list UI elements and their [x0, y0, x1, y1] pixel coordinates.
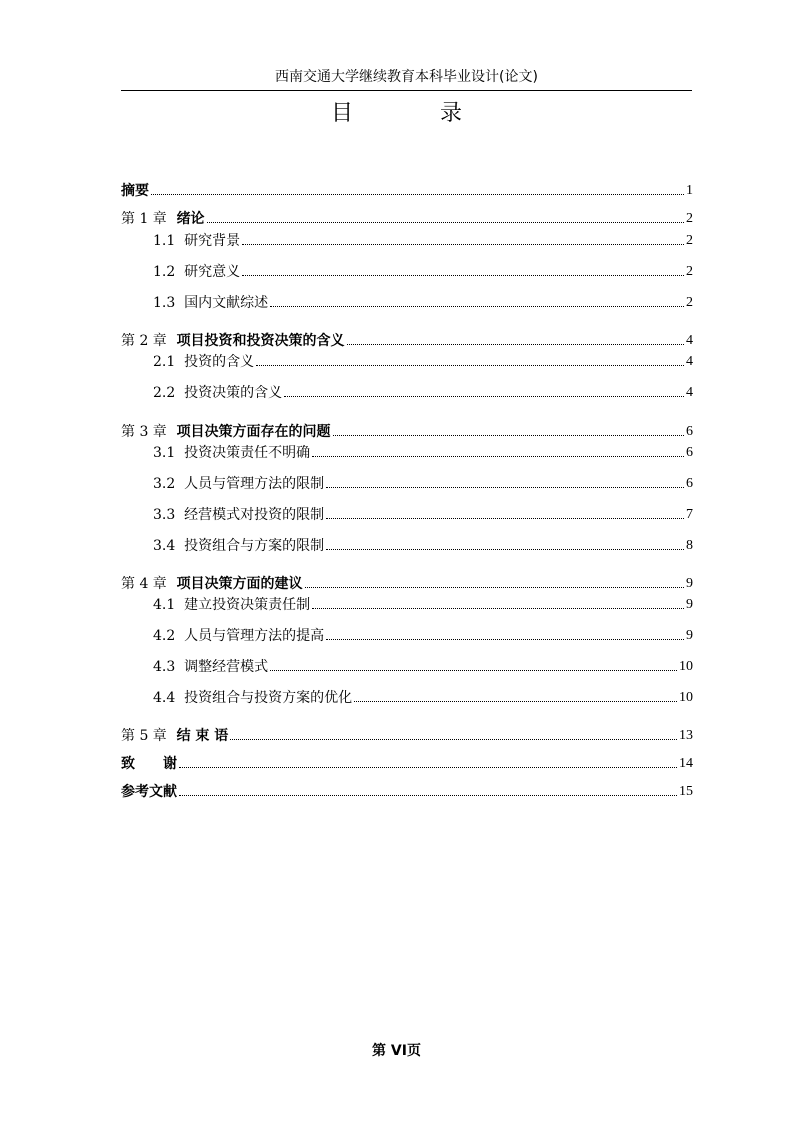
toc-entry-label: 研究意义: [184, 264, 241, 280]
toc-entry-chapter[interactable]: [121, 421, 693, 441]
toc-entry-title: [153, 475, 324, 493]
dot-leader: [242, 243, 684, 245]
toc-entry-label: 建立投资决策责任制: [184, 597, 311, 613]
toc-entry-page: 10: [679, 690, 693, 705]
toc-entry-label: 致 谢: [121, 756, 177, 772]
dot-leader: [312, 455, 684, 457]
toc-entry-title: [153, 689, 352, 707]
toc-entry-title: [121, 182, 149, 200]
toc-entry-section[interactable]: [153, 292, 693, 312]
toc-entry-title: [153, 232, 240, 250]
dot-leader: [270, 669, 677, 671]
toc-entry-number: 第 4 章: [121, 576, 167, 592]
toc-entry-page: 2: [686, 295, 693, 310]
toc-entry-chapter[interactable]: [121, 330, 693, 350]
toc-entry-page: 4: [686, 333, 693, 348]
toc-entry-number: 4.3: [153, 659, 176, 675]
toc-entry-label: 人员与管理方法的限制: [184, 476, 325, 492]
toc-entry-title: [153, 384, 282, 402]
toc-entry-label: 研究背景: [184, 233, 241, 249]
toc-entry-page: 6: [686, 424, 693, 439]
toc-entry-section[interactable]: [153, 594, 693, 614]
toc-entry-section[interactable]: [153, 473, 693, 493]
toc-entry-title: [153, 353, 254, 371]
page-title: 目 录: [331, 101, 502, 126]
toc-entry-number: 4.2: [153, 628, 176, 644]
toc-entry-page: 8: [686, 538, 693, 553]
dot-leader: [326, 548, 684, 550]
toc-entry-title: [121, 755, 177, 773]
toc-entry[interactable]: [121, 180, 693, 200]
dot-leader: [207, 221, 684, 223]
dot-leader: [179, 794, 677, 796]
toc-entry-label: 调整经营模式: [184, 659, 269, 675]
dot-leader: [326, 486, 684, 488]
toc-entry-title: [153, 537, 324, 555]
toc-entry-title: [121, 575, 303, 593]
dot-leader: [151, 193, 684, 195]
dot-leader: [354, 700, 677, 702]
toc-entry-section[interactable]: [153, 625, 693, 645]
toc-entry-label: 参考文献: [121, 784, 177, 800]
toc-entry-section[interactable]: [153, 442, 693, 462]
toc-entry-number: 第 2 章: [121, 333, 167, 349]
toc-entry-page: 10: [679, 659, 693, 674]
dot-leader: [230, 738, 677, 740]
toc-entry-title: [121, 423, 331, 441]
toc-entry-number: 3.1: [153, 445, 176, 461]
toc-entry-page: 7: [686, 507, 693, 522]
dot-leader: [312, 607, 684, 609]
dot-leader: [305, 586, 684, 588]
toc-entry-label: 经营模式对投资的限制: [184, 507, 325, 523]
toc-entry-number: 第 1 章: [121, 211, 167, 227]
toc-entry-label: 项目投资和投资决策的含义: [176, 333, 345, 349]
dot-leader: [284, 395, 684, 397]
toc-entry-label: 投资的含义: [184, 354, 255, 370]
running-header: 西南交通大学继续教育本科毕业设计(论文): [121, 66, 692, 91]
toc-entry-page: 15: [679, 784, 693, 799]
toc-entry-label: 摘要: [121, 183, 149, 199]
toc-entry-section[interactable]: [153, 230, 693, 250]
dot-leader: [326, 638, 684, 640]
toc-entry-number: 第 5 章: [121, 728, 167, 744]
dot-leader: [242, 274, 684, 276]
toc-entry-page: 4: [686, 354, 693, 369]
toc-entry-section[interactable]: [153, 261, 693, 281]
toc-entry-title: [121, 332, 345, 350]
toc-entry-number: 3.2: [153, 476, 176, 492]
toc-entry-number: 1.2: [153, 264, 176, 280]
toc-entry-title: [153, 263, 240, 281]
dot-leader: [270, 305, 684, 307]
toc-entry-number: 4.4: [153, 690, 176, 706]
toc-entry-section[interactable]: [153, 656, 693, 676]
toc-entry-label: 投资决策责任不明确: [184, 445, 311, 461]
toc-entry-page: 9: [686, 597, 693, 612]
dot-leader: [326, 517, 684, 519]
dot-leader: [347, 343, 684, 345]
toc-entry-number: 2.2: [153, 385, 176, 401]
dot-leader: [179, 766, 677, 768]
toc-entry-number: 1.1: [153, 233, 176, 249]
toc-entry-page: 2: [686, 264, 693, 279]
toc-entry-page: 4: [686, 385, 693, 400]
toc-entry-page: 6: [686, 476, 693, 491]
dot-leader: [333, 434, 684, 436]
toc-entry-chapter[interactable]: [121, 725, 693, 745]
toc-entry-label: 项目决策方面存在的问题: [176, 424, 331, 440]
toc-entry-title: [153, 506, 324, 524]
toc-entry-label: 结 束 语: [176, 728, 229, 744]
toc-entry-title: [153, 658, 268, 676]
toc-entry-label: 投资组合与投资方案的优化: [184, 690, 353, 706]
toc-entry-page: 1: [686, 183, 693, 198]
toc-entry-label: 人员与管理方法的提高: [184, 628, 325, 644]
toc-entry-title: [121, 727, 228, 745]
toc-entry-page: 9: [686, 576, 693, 591]
toc-entry-title: [153, 596, 310, 614]
toc-entry-section[interactable]: [153, 535, 693, 555]
toc-entry-label: 绪论: [176, 211, 205, 227]
toc-entry-label: 投资组合与方案的限制: [184, 538, 325, 554]
dot-leader: [256, 364, 684, 366]
toc-entry-number: 2.1: [153, 354, 176, 370]
toc-entry-section[interactable]: [153, 504, 693, 524]
toc-entry[interactable]: [121, 781, 693, 801]
toc-entry-title: [121, 210, 205, 228]
toc-entry-label: 投资决策的含义: [184, 385, 283, 401]
toc-entry-title: [121, 783, 177, 801]
toc-entry-number: 1.3: [153, 295, 176, 311]
toc-entry-page: 9: [686, 628, 693, 643]
toc-entry[interactable]: [121, 753, 693, 773]
toc-entry-number: 3.4: [153, 538, 176, 554]
toc-entry-page: 13: [679, 728, 693, 743]
page-number: 第 VI页: [372, 1043, 421, 1059]
toc-entry-number: 3.3: [153, 507, 176, 523]
toc-entry-page: 14: [679, 756, 693, 771]
toc-entry-section[interactable]: [153, 351, 693, 371]
toc-entry-page: 2: [686, 211, 693, 226]
toc-entry-number: 4.1: [153, 597, 176, 613]
toc-entry-page: 6: [686, 445, 693, 460]
toc-entry-section[interactable]: [153, 687, 693, 707]
toc-entry-chapter[interactable]: [121, 573, 693, 593]
toc-entry-number: 第 3 章: [121, 424, 167, 440]
toc-entry-label: 国内文献综述: [184, 295, 269, 311]
toc-entry-section[interactable]: [153, 382, 693, 402]
toc-entry-title: [153, 294, 268, 312]
toc-entry-page: 2: [686, 233, 693, 248]
toc-entry-chapter[interactable]: [121, 208, 693, 228]
toc-entry-title: [153, 627, 324, 645]
toc-entry-title: [153, 444, 310, 462]
toc-entry-label: 项目决策方面的建议: [176, 576, 303, 592]
